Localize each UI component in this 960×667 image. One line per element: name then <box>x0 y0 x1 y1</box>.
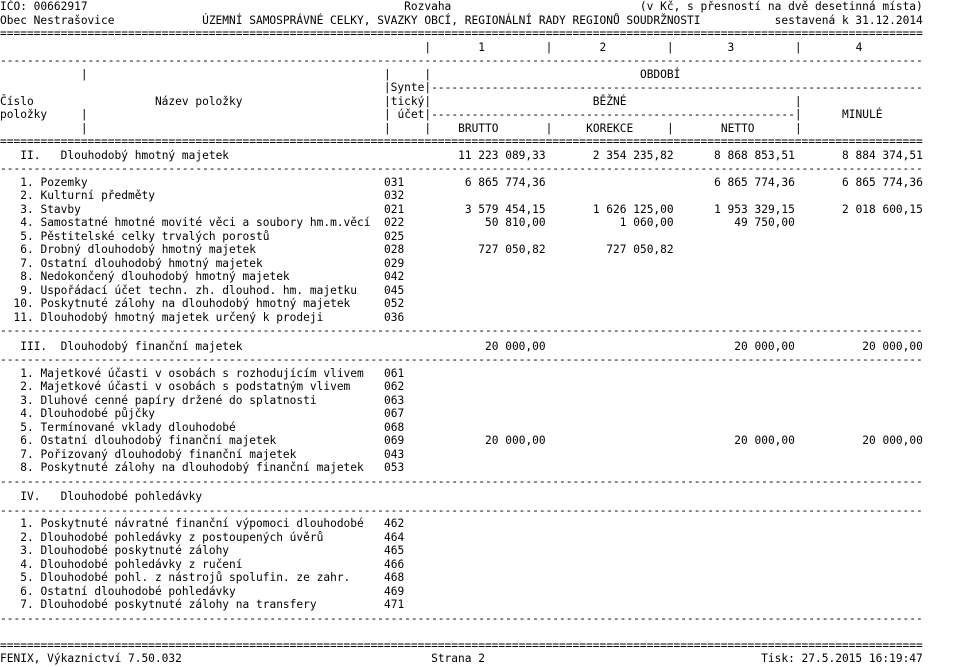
item-number: 1. <box>20 517 34 531</box>
account-code: 468 <box>383 571 405 585</box>
item-name: Majetkové účasti v osobách s podstatným vlivem <box>40 380 351 394</box>
column-header-line-4: položky | | účet|------------------------------------------------------| MINULÉ <box>0 108 883 121</box>
single-rule <box>0 475 923 489</box>
table-row <box>0 394 923 408</box>
item-number: 4. <box>20 407 34 421</box>
table-row <box>0 203 923 217</box>
item-number: 1. <box>20 175 34 189</box>
account-code: 061 <box>383 366 405 380</box>
item-number: 4. <box>20 216 34 229</box>
table-row <box>0 461 923 475</box>
item-name: Dlouhodobé pohledávky z postoupených úvěrů <box>40 530 324 544</box>
municipality-name: Obec Nestrašovice <box>0 13 115 27</box>
item-number: 3. <box>20 393 34 407</box>
account-code: 062 <box>383 380 405 394</box>
column-number-2: 2 <box>599 40 607 54</box>
table-row <box>0 230 923 244</box>
item-minule: 6 865 774,36 <box>842 175 923 189</box>
account-code: 067 <box>383 407 405 421</box>
item-name: Termínované vklady dlouhodobé <box>40 420 236 434</box>
item-name: Dlouhodobé pohl. z nástrojů spolufin. ze zahr. <box>40 571 351 585</box>
account-code: 068 <box>383 420 405 434</box>
account-code: 465 <box>383 544 405 558</box>
table-row <box>0 367 923 381</box>
account-code: 464 <box>383 530 405 544</box>
item-number: 7. <box>20 598 34 612</box>
footer-page: Strana 2 <box>431 652 485 666</box>
item-name: Dlouhodobé poskytnuté zálohy na transfery <box>40 598 317 612</box>
account-code: 052 <box>383 297 405 310</box>
table-row <box>0 243 923 257</box>
table-row <box>0 407 923 421</box>
column-header-line-5: | | | BRUTTO | KOREKCE | NETTO | <box>80 121 802 135</box>
table-row <box>0 448 923 462</box>
section-code: II. <box>20 148 41 162</box>
double-rule: ========================================================================================================================================= <box>0 27 923 40</box>
single-rule: ----------------------------------------------------------------------------------------------------------------------------------------- <box>0 324 923 337</box>
account-code: 469 <box>383 584 405 598</box>
section-header-line <box>0 490 923 504</box>
section-title: Dlouhodobé pohledávky <box>60 490 203 504</box>
item-number: 3. <box>20 202 34 216</box>
header-bezne: BĚŽNÉ <box>592 94 627 108</box>
item-netto: 6 865 774,36 <box>714 175 795 189</box>
footer-software: FENIX, Výkaznictví 7.50.032 <box>0 652 182 666</box>
item-name: Drobný dlouhodobý hmotný majetek <box>40 243 256 256</box>
item-number: 2. <box>20 189 34 202</box>
account-code: 021 <box>383 202 405 216</box>
table-row <box>0 189 923 203</box>
table-row <box>0 517 923 531</box>
column-number-4: 4 <box>855 40 863 54</box>
footer-printed: Tisk: 27.5.2015 16:19:47 <box>761 652 923 666</box>
table-row <box>0 571 923 585</box>
item-number: 7. <box>20 256 34 270</box>
table-row <box>0 380 923 394</box>
account-code: 031 <box>383 175 405 189</box>
item-minule: 20 000,00 <box>862 434 923 448</box>
footer-line <box>0 652 923 666</box>
item-number: 8. <box>20 461 34 475</box>
double-rule <box>0 135 923 149</box>
section-brutto: 20 000,00 <box>485 339 546 353</box>
item-name: Stavby <box>40 202 81 216</box>
header-minule: MINULÉ <box>842 108 883 121</box>
item-name: Poskytnuté návratné finanční výpomoci dlouhodobé <box>40 517 364 531</box>
item-number: 2. <box>20 380 34 394</box>
units-note: (v Kč, s přesností na dvě desetinná místa) <box>639 0 923 13</box>
section-code: IV. <box>20 490 41 504</box>
account-code: 022 <box>383 216 405 229</box>
ico-text: IČO: 00662917 <box>0 0 88 13</box>
account-code: 466 <box>383 557 405 571</box>
header-netto: NETTO <box>720 121 755 135</box>
entity-scope: ÚZEMNÍ SAMOSPRÁVNÉ CELKY, SVAZKY OBCÍ, REGIONÁLNÍ RADY REGIONŮ SOUDRŽNOSTI <box>202 13 701 27</box>
item-brutto: 20 000,00 <box>485 434 546 448</box>
double-rule <box>0 27 923 41</box>
account-code: 471 <box>383 598 405 612</box>
section-brutto: 11 223 089,33 <box>458 148 546 162</box>
account-code: 042 <box>383 270 405 283</box>
table-row <box>0 531 923 545</box>
item-name: Ostatní dlouhodobý finanční majetek <box>40 434 277 448</box>
section-code: III. <box>20 339 48 353</box>
section-header-line <box>0 340 923 354</box>
header-brutto: BRUTTO <box>458 121 499 135</box>
column-number-line: | 1 | 2 | 3 | 4 <box>424 40 863 54</box>
item-name: Dlouhodobé půjčky <box>40 407 155 421</box>
single-rule: ----------------------------------------------------------------------------------------------------------------------------------------- <box>0 54 923 67</box>
table-row <box>0 257 923 271</box>
item-name: Uspořádací účet techn. zh. dlouhod. hm. majetku <box>40 283 358 297</box>
item-brutto: 6 865 774,36 <box>464 175 546 189</box>
section-header-line <box>0 149 923 163</box>
column-header-line-2: |Synte|------------------------------------------------------------------------- <box>383 81 923 94</box>
item-number: 1. <box>20 366 34 380</box>
item-korekce: 1 060,00 <box>619 216 674 229</box>
table-row <box>0 216 923 230</box>
double-rule: ========================================================================================================================================= <box>0 638 923 652</box>
single-rule: ----------------------------------------------------------------------------------------------------------------------------------------- <box>0 474 923 488</box>
header-polozky: položky <box>0 108 48 121</box>
item-name: Ostatní dlouhodobý hmotný majetek <box>40 256 263 270</box>
item-name: Dluhové cenné papíry držené do splatnosti <box>40 393 317 407</box>
item-number: 2. <box>20 530 34 544</box>
item-name: Dlouhodobé poskytnuté zálohy <box>40 544 230 558</box>
item-netto: 20 000,00 <box>734 434 795 448</box>
single-rule <box>0 504 923 518</box>
double-rule: ========================================================================================================================================= <box>0 135 923 148</box>
report-title: Rozvaha <box>404 0 452 13</box>
item-number: 6. <box>20 243 34 256</box>
single-rule: ----------------------------------------------------------------------------------------------------------------------------------------- <box>0 503 923 517</box>
account-code: 045 <box>383 283 405 297</box>
account-code: 032 <box>383 189 405 202</box>
item-number: 5. <box>20 571 34 585</box>
account-code: 043 <box>383 447 405 461</box>
section-title: Dlouhodobý finanční majetek <box>60 339 243 353</box>
header-line-1 <box>0 0 923 14</box>
item-number: 9. <box>20 283 34 297</box>
section-title: Dlouhodobý hmotný majetek <box>60 148 230 162</box>
item-name: Dlouhodobé pohledávky z ručení <box>40 557 243 571</box>
item-number: 7. <box>20 447 34 461</box>
item-number: 11. <box>13 310 34 324</box>
item-name: Pořizovaný dlouhodobý finanční majetek <box>40 447 297 461</box>
item-name: Majetkové účasti v osobách s rozhodujícím vlivem <box>40 366 364 380</box>
single-rule <box>0 162 923 176</box>
table-row <box>0 284 923 298</box>
item-name: Poskytnuté zálohy na dlouhodobý finanční majetek <box>40 461 364 475</box>
header-ucet: účet <box>397 108 425 121</box>
item-name: Samostatné hmotné movité věci a soubory hm.m.věcí <box>40 216 371 229</box>
header-obdobi: OBDOBÍ <box>639 67 681 81</box>
item-number: 5. <box>20 229 34 243</box>
account-code: 036 <box>383 310 405 324</box>
section-minule: 8 884 374,51 <box>842 148 923 162</box>
item-name: Pozemky <box>40 175 88 189</box>
column-number-3: 3 <box>727 40 735 54</box>
column-number-1: 1 <box>478 40 485 54</box>
item-number: 10. <box>13 297 34 310</box>
item-number: 6. <box>20 584 34 598</box>
column-header-line-3: Číslo Název položky |tický| BĚŽNÉ | <box>0 94 802 108</box>
item-number: 4. <box>20 557 34 571</box>
item-name: Ostatní dlouhodobé pohledávky <box>40 584 236 598</box>
account-code: 029 <box>383 256 405 270</box>
section-netto: 20 000,00 <box>734 339 795 353</box>
account-code: 063 <box>383 393 405 407</box>
item-number: 8. <box>20 270 34 283</box>
single-rule: ----------------------------------------------------------------------------------------------------------------------------------------- <box>0 162 923 175</box>
item-brutto: 3 579 454,15 <box>464 202 546 216</box>
item-brutto: 727 050,82 <box>478 243 546 256</box>
item-brutto: 50 810,00 <box>485 216 546 229</box>
table-row <box>0 297 923 311</box>
header-nazev: Název položky <box>154 94 243 108</box>
table-row <box>0 585 923 599</box>
account-code: 462 <box>383 517 405 531</box>
section-minule: 20 000,00 <box>862 339 923 353</box>
single-rule: ----------------------------------------------------------------------------------------------------------------------------------------- <box>0 611 923 625</box>
account-code: 025 <box>383 229 405 243</box>
table-row <box>0 434 923 448</box>
item-number: 6. <box>20 434 34 448</box>
single-rule: ----------------------------------------------------------------------------------------------------------------------------------------- <box>0 353 923 367</box>
item-netto: 49 750,00 <box>734 216 795 229</box>
account-code: 053 <box>383 461 405 475</box>
table-row <box>0 270 923 284</box>
item-netto: 1 953 329,15 <box>714 202 795 216</box>
item-name: Poskytnuté zálohy na dlouhodobý hmotný majetek <box>40 297 351 310</box>
table-row <box>0 544 923 558</box>
item-number: 5. <box>20 420 34 434</box>
single-rule <box>0 612 923 626</box>
header-synte: Synte <box>390 81 425 94</box>
item-number: 3. <box>20 544 34 558</box>
single-rule <box>0 54 923 68</box>
column-header-line-1: | | | OBDOBÍ <box>80 67 681 81</box>
table-row <box>0 598 923 612</box>
item-name: Dlouhodobý hmotný majetek určený k prodeji <box>40 310 324 324</box>
double-rule <box>0 639 923 653</box>
single-rule <box>0 353 923 367</box>
header-ticky: tický <box>390 94 425 108</box>
header-line-2 <box>0 14 923 28</box>
header-cislo: Číslo <box>0 94 34 108</box>
report-date: sestavená k 31.12.2014 <box>774 13 923 27</box>
single-rule <box>0 324 923 338</box>
account-code: 028 <box>383 243 405 256</box>
item-minule: 2 018 600,15 <box>842 202 923 216</box>
item-name: Nedokončený dlouhodobý hmotný majetek <box>40 270 290 283</box>
table-row <box>0 176 923 190</box>
item-name: Kulturní předměty <box>40 189 155 202</box>
header-korekce: KOREKCE <box>586 121 634 135</box>
account-code: 069 <box>383 434 405 448</box>
item-korekce: 727 050,82 <box>606 243 674 256</box>
section-netto: 8 868 853,51 <box>714 148 795 162</box>
item-korekce: 1 626 125,00 <box>592 202 674 216</box>
table-row <box>0 421 923 435</box>
table-row <box>0 558 923 572</box>
section-korekce: 2 354 235,82 <box>592 148 674 162</box>
item-name: Pěstitelské celky trvalých porostů <box>40 229 270 243</box>
table-row <box>0 311 923 325</box>
